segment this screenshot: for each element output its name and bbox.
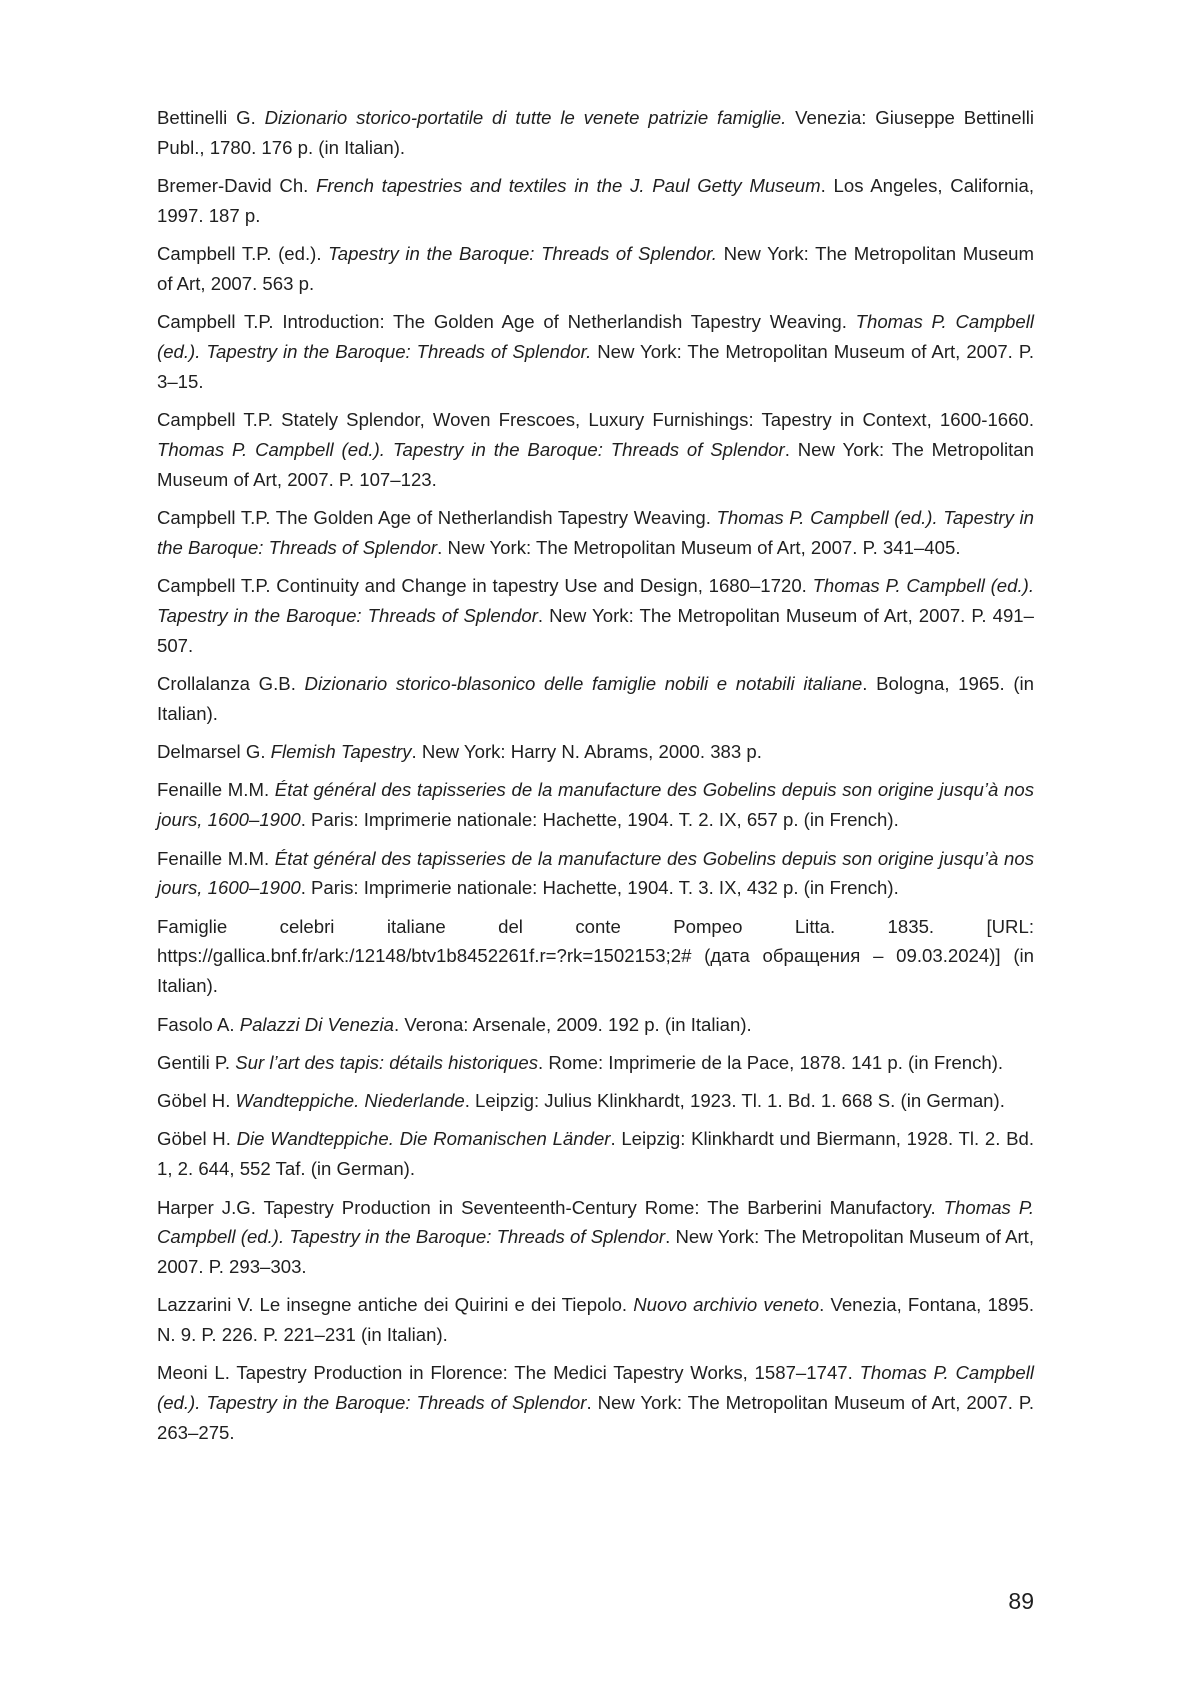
reference-details: . New York: The Metropolitan Museum of Art, 2007. P. 293–303.	[157, 1226, 1034, 1278]
reference-entry	[157, 775, 1034, 835]
reference-entry	[157, 1048, 1034, 1078]
reference-entry	[157, 103, 1034, 163]
reference-entry	[157, 912, 1034, 1001]
reference-details: . Rome: Imprimerie de la Pace, 1878. 141 p. (in French).	[538, 1051, 1004, 1073]
reference-details: New York: The Metropolitan Museum of Art, 2007. P. 3–15.	[157, 341, 1034, 392]
reference-details: . Los Angeles, California, 1997. 187 p.	[157, 175, 1034, 226]
reference-title: Thomas P. Campbell (ed.). Tapestry in the Baroque: Threads of Splendor	[157, 507, 1035, 558]
reference-entry	[157, 503, 1034, 563]
reference-title: Die Wandteppiche. Die Romanischen Länder	[236, 1128, 611, 1150]
reference-details: . Paris: Imprimerie nationale: Hachette, 1904. T. 3. IX, 432 p. (in French).	[300, 877, 899, 899]
reference-title: Dizionario storico-portatile di tutte le venete patrizie famiglie.	[264, 107, 787, 128]
reference-title: Thomas P. Campbell (ed.). Tapestry in the Baroque: Threads of Splendor.	[157, 311, 1034, 363]
reference-title: Thomas P. Campbell (ed.). Tapestry in the Baroque: Threads of Splendor	[157, 438, 785, 460]
reference-authors: Crollalanza G.B.	[157, 673, 305, 695]
reference-title: Thomas P. Campbell (ed.). Tapestry in the Baroque: Threads of Splendor	[157, 1196, 1034, 1248]
reference-title: French tapestries and textiles in the J. Paul Getty Museum	[316, 175, 821, 197]
reference-authors: Campbell T.P. Stately Splendor, Woven Frescoes, Luxury Furnishings: Tapestry in Context, 1600-1660.	[157, 409, 1034, 431]
reference-details: . Venezia, Fontana, 1895. N. 9. P. 226. P. 221–231 (in Italian).	[157, 1294, 1034, 1346]
reference-details: . Leipzig: Julius Klinkhardt, 1923. Tl. 1. Bd. 1. 668 S. (in German).	[464, 1090, 1005, 1112]
reference-title: Thomas P. Campbell (ed.). Tapestry in the Baroque: Threads of Splendor	[157, 1362, 1035, 1414]
reference-authors: Bettinelli G.	[157, 107, 265, 128]
reference-details: . Bologna, 1965. (in Italian).	[157, 673, 1035, 724]
reference-authors: Famiglie celebri italiane del conte Pompeo Litta. 1835. [URL: https://gallica.bnf.fr/ark:/12148/btv1b8452261f.r=?rk=1502153;2# (дата обращения – 09.03.2024)] (in Italian).	[157, 915, 1034, 997]
reference-entry	[157, 1124, 1034, 1184]
reference-authors: Fasolo A.	[157, 1013, 240, 1035]
reference-entry	[157, 1193, 1034, 1282]
reference-authors: Campbell T.P. Introduction: The Golden Age of Netherlandish Tapestry Weaving.	[157, 311, 856, 333]
reference-entry	[157, 1086, 1034, 1116]
reference-details: . Paris: Imprimerie nationale: Hachette, 1904. T. 2. IX, 657 p. (in French).	[300, 809, 899, 831]
reference-authors: Fenaille M.M.	[157, 779, 275, 801]
reference-entry	[157, 1010, 1034, 1040]
reference-authors: Harper J.G. Tapestry Production in Seventeenth-Century Rome: The Barberini Manufactory.	[157, 1196, 944, 1218]
reference-authors: Göbel H.	[157, 1128, 237, 1150]
reference-title: Tapestry in the Baroque: Threads of Splendor.	[328, 243, 717, 265]
reference-details: . New York: Harry N. Abrams, 2000. 383 p.	[411, 741, 762, 763]
reference-title: Dizionario storico-blasonico delle famiglie nobili e notabili italiane	[304, 673, 863, 695]
reference-details: New York: The Metropolitan Museum of Art, 2007. 563 p.	[157, 243, 1035, 294]
reference-authors: Delmarsel G.	[157, 741, 271, 763]
reference-entry	[157, 571, 1034, 660]
reference-authors: Bremer-David Ch.	[157, 175, 317, 197]
reference-details: . New York: The Metropolitan Museum of Art, 2007. P. 341–405.	[437, 536, 961, 558]
reference-entry	[157, 171, 1034, 231]
reference-title: Thomas P. Campbell (ed.). Tapestry in the Baroque: Threads of Splendor	[157, 575, 1034, 626]
reference-title: Flemish Tapestry	[270, 741, 412, 763]
reference-title: Palazzi Di Venezia	[239, 1013, 395, 1035]
reference-entry	[157, 307, 1034, 396]
reference-details: . New York: The Metropolitan Museum of Art, 2007. P. 491–507.	[157, 604, 1034, 656]
reference-entry	[157, 405, 1034, 494]
reference-authors: Gentili P.	[157, 1051, 236, 1073]
reference-details: . Leipzig: Klinkhardt und Biermann, 1928. Tl. 2. Bd. 1, 2. 644, 552 Taf. (in German).	[157, 1128, 1035, 1180]
reference-entry	[157, 1290, 1034, 1350]
reference-entry	[157, 737, 1034, 767]
reference-title: Wandteppiche. Niederlande	[235, 1090, 465, 1112]
reference-entry	[157, 1358, 1034, 1447]
reference-authors: Campbell T.P. (ed.).	[157, 243, 329, 265]
reference-authors: Lazzarini V. Le insegne antiche dei Quirini e dei Tiepolo.	[157, 1294, 634, 1316]
reference-authors: Campbell T.P. The Golden Age of Netherlandish Tapestry Weaving.	[157, 507, 717, 529]
reference-details: . New York: The Metropolitan Museum of Art, 2007. P. 263–275.	[157, 1392, 1034, 1444]
reference-title: Sur l’art des tapis: détails historiques	[235, 1051, 539, 1073]
reference-list	[157, 103, 1034, 1456]
reference-details: Venezia: Giuseppe Bettinelli Publ., 1780. 176 p. (in Italian).	[157, 107, 1034, 158]
reference-title: État général des tapisseries de la manufacture des Gobelins depuis son origine jusqu’à nos jours, 1600–1900	[157, 847, 1034, 899]
reference-authors: Meoni L. Tapestry Production in Florence: The Medici Tapestry Works, 1587–1747.	[157, 1362, 860, 1384]
reference-entry	[157, 669, 1034, 729]
reference-entry	[157, 844, 1034, 904]
reference-authors: Fenaille M.M.	[157, 847, 275, 869]
reference-authors: Campbell T.P. Continuity and Change in tapestry Use and Design, 1680–1720.	[157, 575, 813, 597]
reference-details: . Verona: Arsenale, 2009. 192 p. (in Italian).	[394, 1013, 752, 1035]
reference-authors: Göbel H.	[157, 1090, 236, 1112]
page-number: 89	[1008, 1588, 1034, 1614]
reference-title: État général des tapisseries de la manufacture des Gobelins depuis son origine jusqu’à nos jours, 1600–1900	[157, 779, 1034, 831]
reference-title: Nuovo archivio veneto	[633, 1294, 820, 1316]
reference-details: . New York: The Metropolitan Museum of Art, 2007. P. 107–123.	[157, 438, 1034, 490]
reference-entry	[157, 239, 1034, 299]
